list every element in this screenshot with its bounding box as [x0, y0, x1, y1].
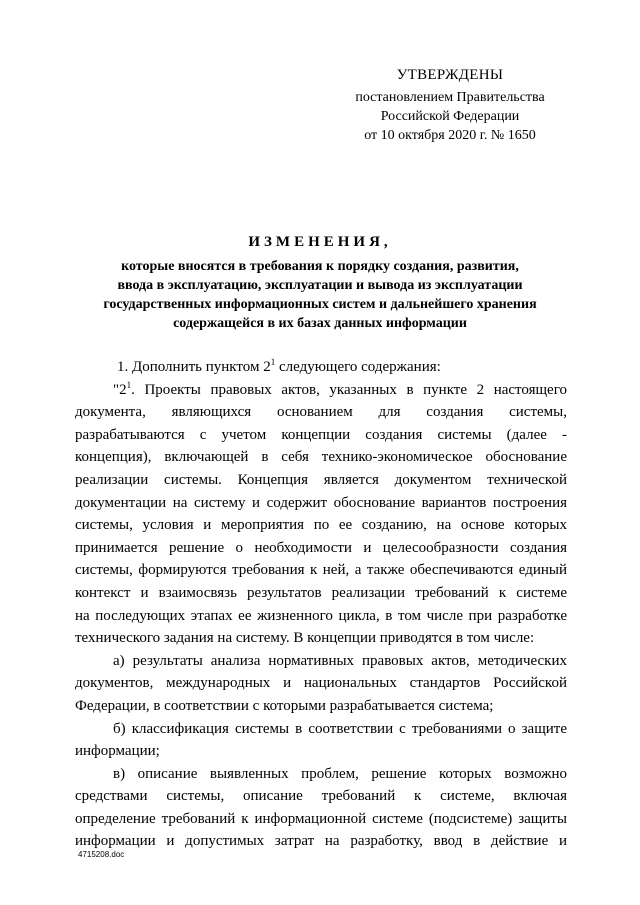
- item-c-line: средствами системы, описание требований к системе, включая: [75, 788, 567, 805]
- body-line: системы, условия и мероприятия по ее созданию, на основе которых: [75, 517, 567, 534]
- item-c-line: определение требований к информационной системе (подсистеме) защиты: [75, 810, 567, 827]
- body-line: системы, формируются требования к ней, а также обеспечиваются единый: [75, 562, 567, 579]
- subtitle-line: которые вносятся в требования к порядку создания, развития,: [121, 259, 519, 274]
- approval-line: от 10 октября 2020 г. № 1650: [364, 128, 536, 143]
- approval-line: Российской Федерации: [380, 109, 520, 124]
- body-line: принимается решение о необходимости и целесообразности создания: [75, 539, 567, 556]
- subtitle-line: содержащейся в их базах данных информации: [173, 316, 467, 331]
- item-c-line: информации и допустимых затрат на разработку, ввод в действие и: [75, 833, 567, 850]
- body-line: документа, являющихся основанием для создания системы,: [75, 404, 567, 421]
- document-body: [75, 356, 567, 853]
- item-1: 1. Дополнить пунктом $2^1$ следующего содержания:: [117, 357, 441, 375]
- approval-stamp: [330, 66, 570, 145]
- body-line: разрабатываются с учетом концепции создания системы (далее -: [75, 426, 567, 443]
- body-line: на последующих этапах ее жизненного цикла, в том числе при разработке: [75, 607, 567, 624]
- item-a-line: а) результаты анализа нормативных правовых актов, методических: [113, 652, 567, 669]
- subtitle-line: государственных информационных систем и дальнейшего хранения: [103, 297, 537, 312]
- body-line: концепция), включающей в себя технико-экономическое обоснование: [75, 449, 567, 466]
- document-title: ИЗМЕНЕНИЯ,: [248, 234, 392, 250]
- body-line: документации на систему и содержит обоснование вариантов построения: [75, 494, 567, 511]
- body-line: реализации системы. Концепция является документом технической: [75, 471, 567, 488]
- approval-line: постановлением Правительства: [355, 90, 545, 105]
- body-line: технического задания на систему. В концепции приводятся в том числе:: [75, 630, 535, 647]
- item-c-line: в) описание выявленных проблем, решение которых возможно: [113, 765, 567, 782]
- item-a-line: Федерации, в соответствии с которыми разрабатывается система;: [75, 697, 494, 714]
- point-2-1-start: "$2^1$. Проекты правовых актов, указанных в пункте 2 настоящего: [113, 379, 567, 398]
- subtitle-line: ввода в эксплуатацию, эксплуатации и вывода из эксплуатации: [117, 278, 523, 293]
- item-a-line: документов, международных и национальных стандартов Российской: [75, 675, 567, 692]
- approval-heading: УТВЕРЖДЕНЫ: [396, 67, 504, 83]
- document-subtitle: [60, 257, 580, 333]
- file-name-footer: 4715208.doc: [78, 850, 125, 859]
- item-b-line: информации;: [75, 743, 160, 760]
- body-line: контекст и взаимосвязь результатов реализации требований к системе: [75, 584, 567, 601]
- item-b-line: б) классификация системы в соответствии с требованиями о защите: [113, 720, 567, 737]
